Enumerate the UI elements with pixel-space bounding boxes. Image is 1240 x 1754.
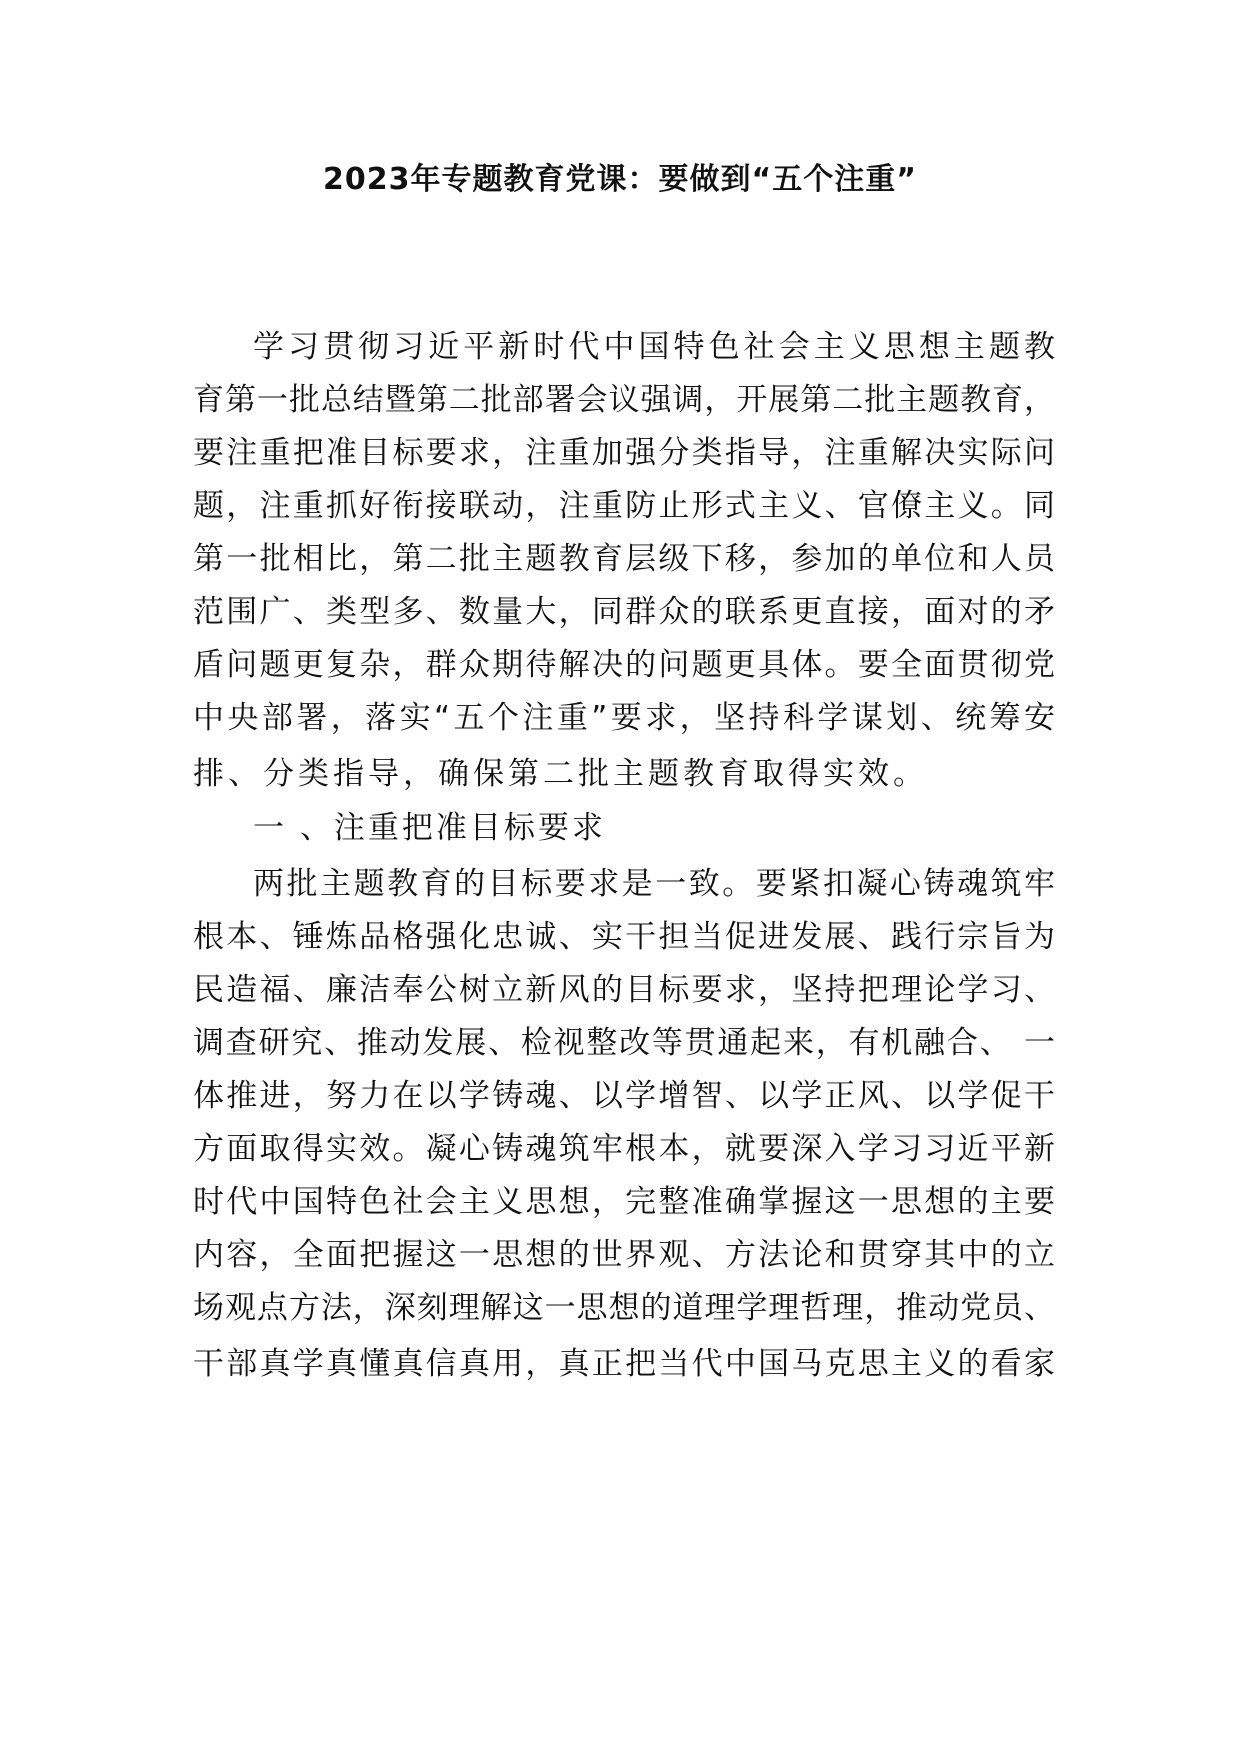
body-line: 中央部署，落实“五个注重”要求，坚持科学谋划、统筹安 bbox=[193, 700, 1055, 736]
body-line: 排、分类指导，确保第二批主题教育取得实效。 bbox=[193, 756, 928, 792]
section-heading: 一 、注重把准目标要求 bbox=[253, 810, 606, 846]
body-line: 民造福、廉洁奉公树立新风的目标要求，坚持把理论学习、 bbox=[193, 972, 1055, 1008]
body-line: 方面取得实效。凝心铸魂筑牢根本，就要深入学习习近平新 bbox=[193, 1131, 1055, 1167]
body-line: 内容，全面把握这一思想的世界观、方法论和贯穿其中的立 bbox=[193, 1237, 1055, 1273]
body-line: 时代中国特色社会主义思想，完整准确掌握这一思想的主要 bbox=[193, 1184, 1055, 1220]
body-line: 两批主题教育的目标要求是一致。要紧扣凝心铸魂筑牢 bbox=[253, 866, 1055, 902]
body-line: 根本、锤炼品格强化忠诚、实干担当促进发展、践行宗旨为 bbox=[193, 919, 1055, 955]
body-line: 育第一批总结暨第二批部署会议强调，开展第二批主题教育， bbox=[193, 382, 1055, 418]
body-line: 干部真学真懂真信真用，真正把当代中国马克思主义的看家 bbox=[193, 1346, 1055, 1382]
body-line: 体推进，努力在以学铸魂、以学增智、以学正风、以学促干 bbox=[193, 1078, 1055, 1114]
body-line: 要注重把准目标要求，注重加强分类指导，注重解决实际问 bbox=[193, 435, 1055, 471]
body-line: 范围广、类型多、数量大，同群众的联系更直接，面对的矛 bbox=[193, 594, 1055, 630]
body-line: 第一批相比，第二批主题教育层级下移，参加的单位和人员 bbox=[193, 541, 1055, 577]
body-line: 调查研究、推动发展、检视整改等贯通起来，有机融合、 一 bbox=[193, 1025, 1055, 1061]
body-line: 题，注重抓好衔接联动，注重防止形式主义、官僚主义。同 bbox=[193, 488, 1055, 524]
body-line: 场观点方法，深刻理解这一思想的道理学理哲理，推动党员、 bbox=[193, 1290, 1055, 1326]
body-line: 学习贯彻习近平新时代中国特色社会主义思想主题教 bbox=[253, 329, 1055, 365]
document-title: 2023年专题教育党课：要做到“五个注重” bbox=[323, 162, 917, 197]
body-line: 盾问题更复杂，群众期待解决的问题更具体。要全面贯彻党 bbox=[193, 647, 1055, 683]
